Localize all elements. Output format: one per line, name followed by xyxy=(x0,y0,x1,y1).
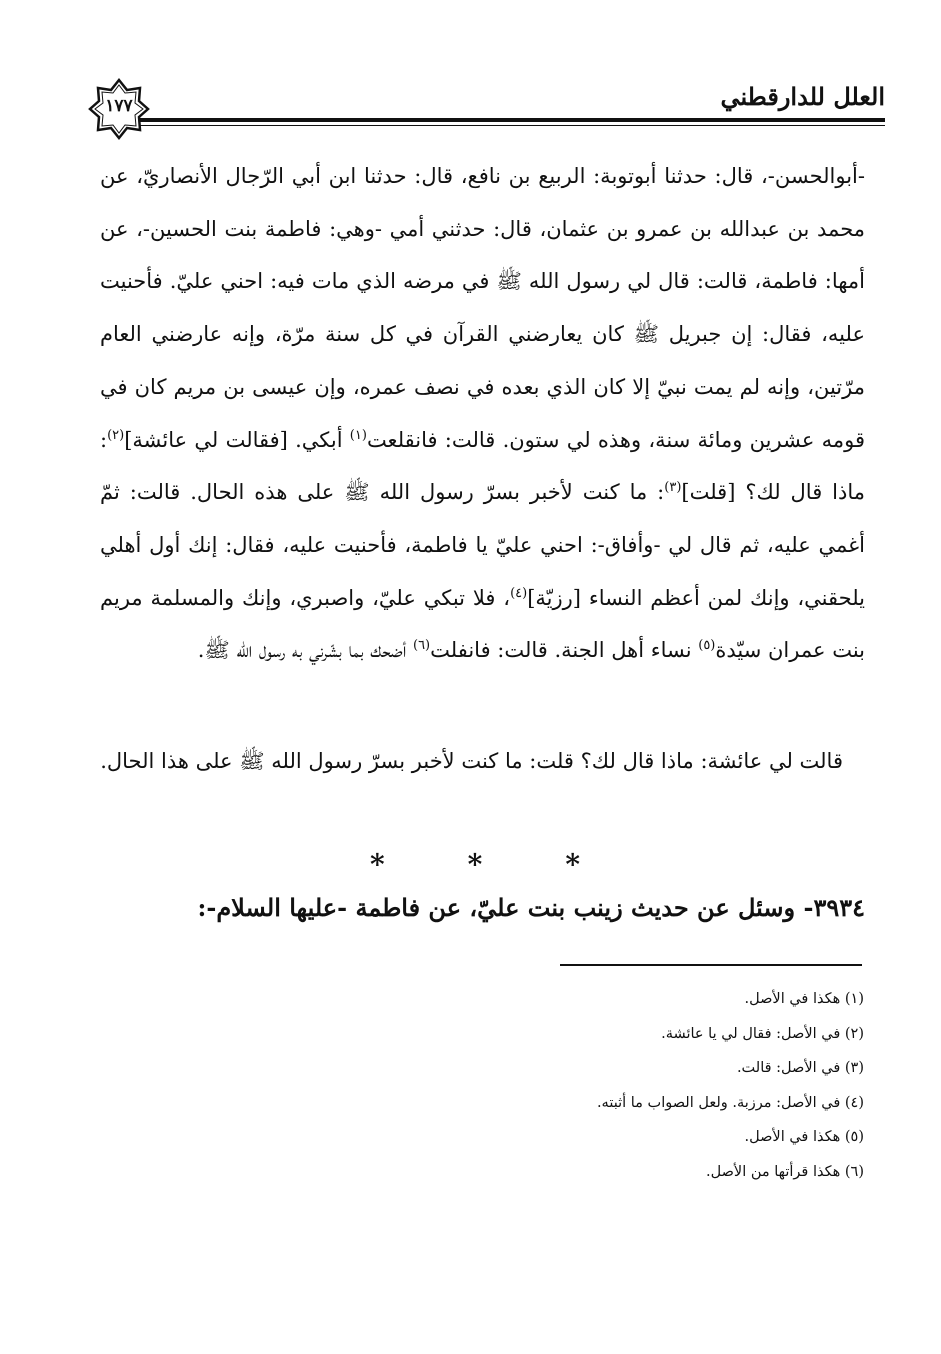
body-text-run: -أبوالحسن-، قال: حدثنا أبوتوبة: الربيع بن نافع، قال: حدثنا ابن أبي الرّجال الأنصاريّ، عن محمد بن عبدالله بن عمرو بن عثمان، قال: حدثني أمي -وهي: فاطمة بنت الحسين-، عن أمها: فاطمة، قالت: قال لي رسول الله ﷺ في مرضه الذي مات فيه: احني عليّ. فأحنيت عليه، فقال: إن جبريل ﷺ كان يعارضني القرآن في كل سنة مرّة، وإنه عارضني العام مرّتين، وإنه لم يمت نبيّ إلا كان الذي بعده في نصف عمره، وإن عيسى بن مريم كان في قومه عشرين ومائة سنة، وهذه لي ستون. قالت: فانقلعت xyxy=(100,164,865,452)
footnote-marker[interactable]: (٢) xyxy=(107,427,125,443)
footnote-marker[interactable]: (٥) xyxy=(698,638,716,654)
body-text-run: : ماذا قال لك؟ [قلت] xyxy=(100,427,866,505)
main-paragraph xyxy=(100,150,865,677)
footnote-item: (١) هكذا في الأصل. xyxy=(744,991,864,1007)
footnote-item: (٢) في الأصل: فقال لي يا عائشة. xyxy=(661,1025,864,1042)
footnote-item: (٤) في الأصل: مرزبة. ولعل الصواب ما أثبته. xyxy=(596,1094,864,1111)
body-text-run: ، فلا تبكي عليّ، واصبري، وإنك والمسلمة مريم بنت عمران سيّدة xyxy=(100,585,865,663)
second-paragraph: قالت لي عائشة: ماذا قال لك؟ قلت: ما كنت لأخبر بسرّ رسول الله ﷺ على هذا الحال. xyxy=(100,749,843,773)
running-header xyxy=(88,78,885,138)
footnote-marker[interactable]: (٤) xyxy=(510,585,528,601)
header-rule-thin xyxy=(140,125,885,126)
separator-star: * xyxy=(370,848,385,881)
separator-star: * xyxy=(467,848,483,881)
hadith-heading: ٣٩٣٤- وسئل عن حديث زينب بنت عليّ، عن فاطمة -عليها السلام-: xyxy=(197,893,865,922)
body-text-run: نساء أهل الجنة. قالت: فانفلت xyxy=(430,638,699,663)
body-text-run: أبكي. [فقالت لي عائشة] xyxy=(124,427,350,452)
section-separator xyxy=(370,848,580,881)
page-number: ١٧٧ xyxy=(105,96,133,116)
separator-star: * xyxy=(565,848,580,881)
body-text-run: أضحك بما بشّرني به رسول الله ﷺ. xyxy=(197,638,413,663)
body-text-run: : ما كنت لأخبر بسرّ رسول الله ﷺ على هذه الحال. قالت: ثمّ أغمي عليه، ثم قال لي -وأفاق-: احني عليّ يا فاطمة، فأحنيت عليه، فقال: إنك أول أهلي يلحقني، وإنك لمن أعظم النساء [رزيّة] xyxy=(100,480,865,610)
footnote-divider xyxy=(560,964,862,966)
footnote-marker[interactable]: (٦) xyxy=(412,638,431,654)
book-title: العلل للدارقطني xyxy=(720,82,885,111)
footnote-item: (٣) في الأصل: قالت. xyxy=(736,1060,864,1077)
footnote-item: (٥) هكذا في الأصل. xyxy=(744,1129,864,1146)
header-rule xyxy=(140,118,885,122)
footnotes-list xyxy=(440,982,864,1190)
footnote-marker[interactable]: (١) xyxy=(349,427,367,443)
footnote-marker[interactable]: (٣) xyxy=(664,480,682,496)
footnote-item: (٦) هكذا قرأتها من الأصل. xyxy=(706,1163,864,1180)
